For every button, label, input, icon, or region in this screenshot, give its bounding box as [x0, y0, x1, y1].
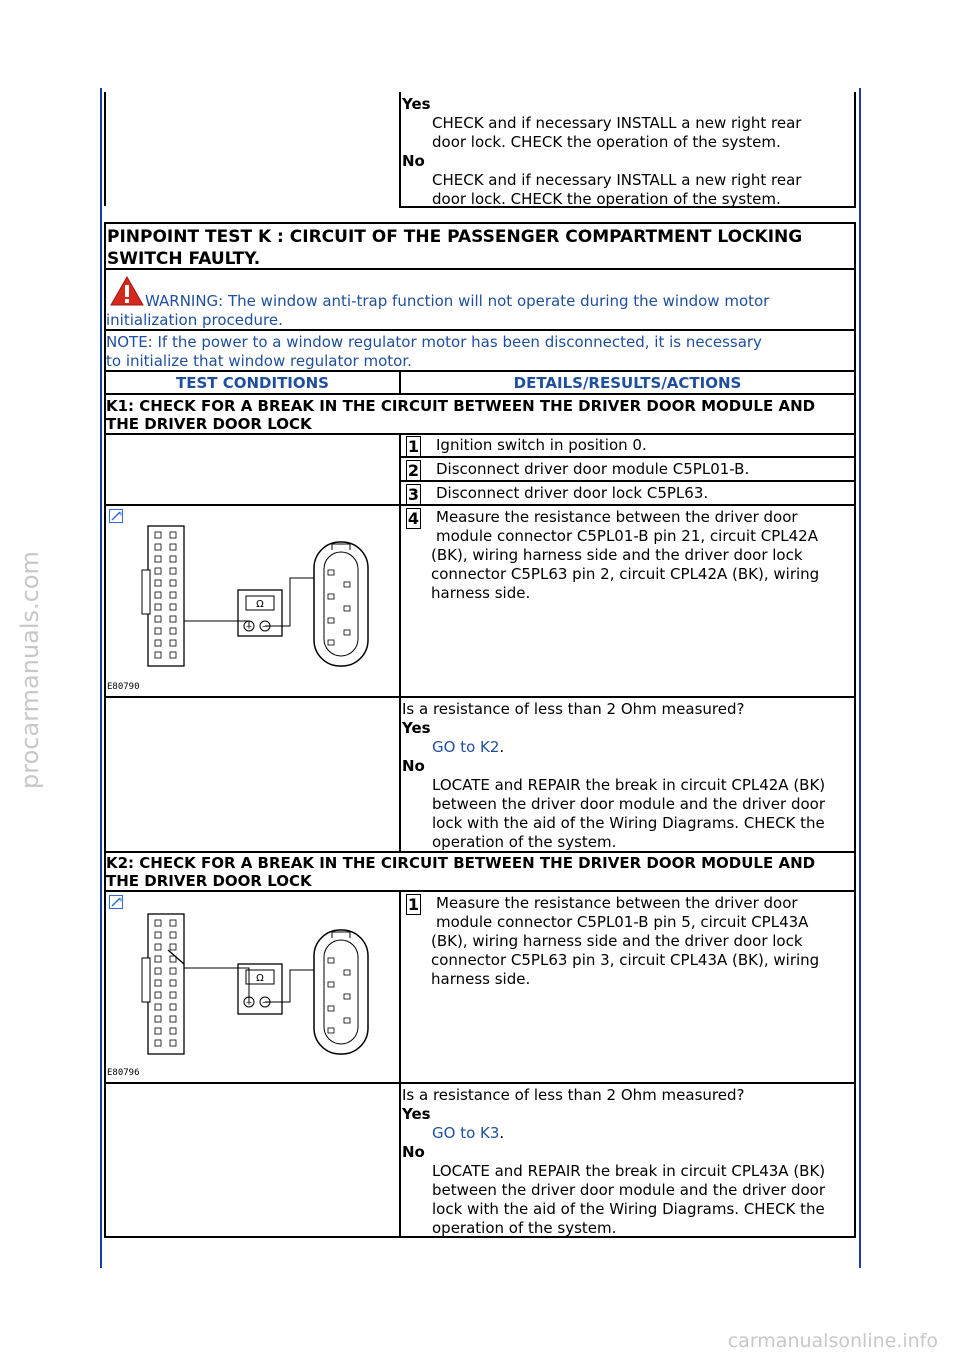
goto-k3-link[interactable]: GO to K3 [432, 1124, 500, 1142]
k2-header-line2: THE DRIVER DOOR LOCK [106, 872, 312, 890]
no-text-line: LOCATE and REPAIR the break in circuit CPL43A (BK) [432, 1162, 826, 1180]
no-text-line: lock with the aid of the Wiring Diagrams. CHECK the [432, 1200, 825, 1218]
step-text: Measure the resistance between the driver door [436, 894, 798, 912]
no-text-line: operation of the system. [432, 1219, 617, 1237]
page-title-line2: SWITCH FAULTY. [107, 249, 261, 269]
divider [399, 480, 856, 482]
svg-text:+: + [245, 622, 253, 631]
divider [104, 268, 856, 270]
question-text: Is a resistance of less than 2 Ohm measured? [402, 1086, 745, 1104]
zoom-image-icon[interactable] [109, 895, 123, 909]
no-label: No [402, 1143, 425, 1161]
step-number: 1 [407, 895, 420, 914]
column-divider [399, 890, 401, 1238]
yes-label: Yes [402, 95, 431, 113]
step-text: (BK), wiring harness side and the driver door lock [431, 932, 803, 950]
wiring-figure-k1 [138, 520, 378, 675]
column-header-details: DETAILS/RESULTS/ACTIONS [513, 374, 742, 392]
step-text: harness side. [431, 584, 531, 602]
svg-text:−: − [261, 998, 269, 1007]
k1-header: K1: CHECK FOR A BREAK IN THE CIRCUIT BETWEEN THE DRIVER DOOR MODULE AND [106, 397, 816, 415]
step-text: module connector C5PL01-B pin 21, circuit CPL42A [436, 527, 818, 545]
step-text: module connector C5PL01-B pin 5, circuit CPL43A [436, 913, 809, 931]
svg-text:+: + [118, 510, 124, 518]
warning-text: WARNING: The window anti-trap function will not operate during the window motor [145, 292, 770, 310]
no-text-line: operation of the system. [432, 833, 617, 851]
wiring-figure-k2 [138, 908, 378, 1063]
step-number: 1 [407, 437, 420, 456]
step-text: Ignition switch in position 0. [436, 436, 647, 454]
warning-icon [110, 276, 144, 306]
column-divider [399, 372, 401, 394]
step-text: Disconnect driver door module C5PL01-B. [436, 460, 750, 478]
meter-symbol: Ω [256, 973, 264, 984]
divider [104, 393, 856, 395]
page-rule-left [100, 88, 102, 1268]
divider [104, 433, 856, 435]
divider [104, 504, 856, 506]
k1-header-line2: THE DRIVER DOOR LOCK [106, 415, 312, 433]
goto-k2-link[interactable]: GO to K2 [432, 738, 500, 756]
figure-code: E80790 [107, 682, 140, 692]
divider [104, 890, 856, 892]
figure-code: E80796 [107, 1068, 140, 1078]
meter-symbol: Ω [256, 599, 264, 610]
k2-header: K2: CHECK FOR A BREAK IN THE CIRCUIT BETWEEN THE DRIVER DOOR MODULE AND [106, 854, 816, 872]
yes-label: Yes [402, 719, 431, 737]
svg-text:−: − [261, 622, 269, 631]
step-number: 4 [407, 509, 420, 528]
question-text: Is a resistance of less than 2 Ohm measured? [402, 700, 745, 718]
no-text-line: between the driver door module and the driver door [432, 1181, 826, 1199]
no-label: No [402, 152, 425, 170]
note-text-line2: to initialize that window regulator motor. [106, 352, 412, 370]
watermark-side: procarmanuals.com [16, 551, 44, 789]
divider [104, 696, 856, 698]
step-text: harness side. [431, 970, 531, 988]
step-text: Disconnect driver door lock C5PL63. [436, 484, 709, 502]
zoom-image-icon[interactable] [109, 509, 123, 523]
step-text: (BK), wiring harness side and the driver door lock [431, 546, 803, 564]
yes-text-line: door lock. CHECK the operation of the system. [432, 133, 781, 151]
no-label: No [402, 757, 425, 775]
column-header-test-conditions: TEST CONDITIONS [175, 374, 329, 392]
divider [104, 329, 856, 331]
note-text: NOTE: If the power to a window regulator motor has been disconnected, it is necessary [106, 333, 762, 351]
top-block-left-edge [104, 92, 106, 206]
no-text-line: CHECK and if necessary INSTALL a new right rear [432, 171, 802, 189]
yes-action: GO to K2. [432, 738, 505, 756]
svg-text:+: + [245, 998, 253, 1007]
column-divider [399, 433, 401, 851]
page-rule-right [859, 88, 861, 1268]
divider [104, 851, 856, 853]
no-text-line: between the driver door module and the driver door [432, 795, 826, 813]
step-text: connector C5PL63 pin 3, circuit CPL43A (BK), wiring [431, 951, 820, 969]
no-text-line: door lock. CHECK the operation of the system. [432, 190, 781, 208]
divider [399, 456, 856, 458]
no-text-line: LOCATE and REPAIR the break in circuit CPL42A (BK) [432, 776, 826, 794]
svg-text:+: + [118, 896, 124, 904]
no-text-line: lock with the aid of the Wiring Diagrams. CHECK the [432, 814, 825, 832]
warning-text-line2: initialization procedure. [106, 311, 283, 329]
divider [104, 1082, 856, 1084]
step-text: Measure the resistance between the driver door [436, 508, 798, 526]
yes-label: Yes [402, 1105, 431, 1123]
watermark-bottom: carmanualsonline.info [727, 1330, 938, 1352]
yes-text-line: CHECK and if necessary INSTALL a new right rear [432, 114, 802, 132]
page-title: PINPOINT TEST K : CIRCUIT OF THE PASSENGER COMPARTMENT LOCKING [107, 227, 803, 247]
step-number: 2 [407, 461, 420, 480]
step-text: connector C5PL63 pin 2, circuit CPL42A (BK), wiring [431, 565, 820, 583]
yes-action: GO to K3. [432, 1124, 505, 1142]
step-number: 3 [407, 485, 420, 504]
divider [104, 370, 856, 372]
